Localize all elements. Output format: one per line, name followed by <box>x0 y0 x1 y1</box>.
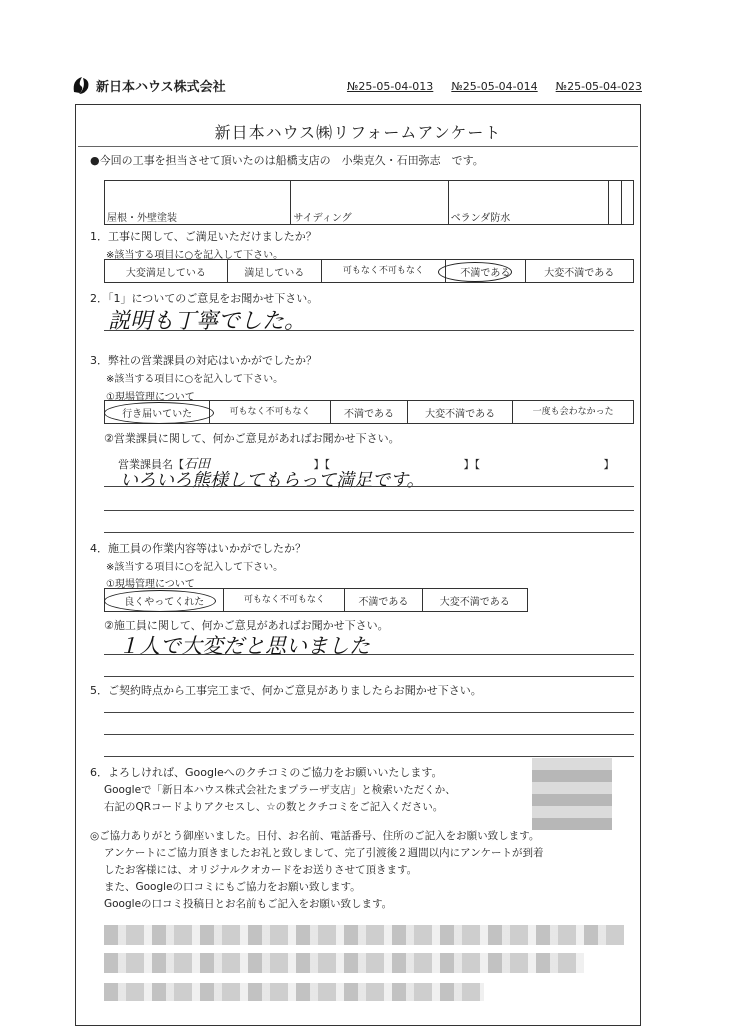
answer-line <box>104 510 634 511</box>
q4-option[interactable]: 不満である <box>345 589 422 612</box>
q3-option[interactable]: 一度も会わなかった <box>513 401 634 424</box>
q3-selection-circle <box>104 402 214 424</box>
qr-code-blurred <box>532 758 612 830</box>
q6-line2: 右記のQRコードよりアクセスし、☆の数とクチコミをご記入ください。 <box>104 801 444 813</box>
q3-option[interactable]: 可もなく不可もなく <box>210 401 331 424</box>
q3-option[interactable]: 大変不満である <box>408 401 513 424</box>
q3-answer: いろいろ熊様してもらって満足です。 <box>120 470 425 491</box>
answer-line <box>104 532 634 533</box>
q2-question: 2．「1」についてのご意見をお聞かせ下さい。 <box>90 292 319 305</box>
q4-selection-circle <box>104 590 216 612</box>
doc-number: №25-05-04-013 <box>346 80 434 93</box>
redacted-info <box>104 983 484 1001</box>
answer-line <box>104 734 634 735</box>
answer-line <box>104 712 634 713</box>
redacted-info <box>104 925 624 945</box>
answer-line <box>104 486 634 487</box>
q1-option[interactable]: 大変満足している <box>105 260 228 283</box>
footer-line: また、Googleの口コミにもご協力をお願い致します。 <box>104 881 361 893</box>
q4-note: ※該当する項目に○を記入して下さい。 <box>106 562 284 573</box>
answer-line <box>104 330 634 331</box>
footer-line: したお客様には、オリジナルクオカードをお送りさせて頂きます。 <box>104 864 418 876</box>
q4-option[interactable]: 可もなく不可もなく <box>224 589 345 612</box>
q5-question: 5．ご契約時点から工事完工まで、何かご意見がありましたらお聞かせ下さい。 <box>90 684 482 697</box>
footer-line: ◎ご協力ありがとう御座いました。日付、お名前、電話番号、住所のご記入をお願い致します。 <box>90 830 540 842</box>
q3-sub1: ①現場管理について <box>106 392 195 403</box>
q6-question: 6．よろしければ、Googleへのクチコミのご協力をお願いいたします。 <box>90 766 443 779</box>
work-item-cell <box>609 181 621 225</box>
company-logo-icon <box>70 74 92 96</box>
work-items-table <box>104 180 634 225</box>
doc-number: №25-05-04-023 <box>555 80 642 93</box>
q1-options <box>104 259 634 283</box>
q1-option[interactable]: 大変不満である <box>525 260 633 283</box>
q1-option[interactable]: 満足している <box>227 260 321 283</box>
q3-option-selected[interactable]: 行き届いていた <box>105 401 210 424</box>
q4-sub2: ②施工員に関して、何かご意見があればお聞かせ下さい。 <box>104 619 389 632</box>
company-logo <box>70 74 226 96</box>
footer-line: アンケートにご協力頂きましたお礼と致しまして、完了引渡後２週間以内にアンケートが到着 <box>104 847 544 859</box>
q1-question: 1．工事に関して、ご満足いただけましたか？ <box>90 230 317 243</box>
answer-line <box>104 654 634 655</box>
q6-line1: Googleで「新日本ハウス株式会社たまプラーザ支店」と検索いただくか、 <box>104 784 456 796</box>
work-item-cell: サイディング <box>291 181 448 225</box>
q4-option-selected[interactable]: 良くやってくれた <box>105 589 224 612</box>
q1-note: ※該当する項目に○を記入して下さい。 <box>106 250 284 261</box>
staff-bracket: 】【 <box>313 458 331 471</box>
redacted-info <box>104 953 584 973</box>
q3-sub2: ②営業課員に関して、何かご意見があればお聞かせ下さい。 <box>104 432 400 445</box>
staff-name: 石田 <box>184 457 211 472</box>
document-numbers <box>347 80 642 93</box>
q1-option-selected[interactable]: 不満である <box>446 260 525 283</box>
q1-option[interactable]: 可もなく不可もなく <box>321 260 445 283</box>
q4-answer: １人で大変だと思いました <box>118 634 370 658</box>
q2-answer: 説明も丁寧でした。 <box>108 309 307 334</box>
staff-bracket: 】 <box>603 458 615 471</box>
q1-selection-circle <box>438 262 512 282</box>
title-underline <box>78 146 638 147</box>
work-item-cell: 屋根・外壁塗装 <box>105 181 291 225</box>
q4-option[interactable]: 大変不満である <box>422 589 527 612</box>
work-item-cell <box>621 181 633 225</box>
q3-note: ※該当する項目に○を記入して下さい。 <box>106 374 284 385</box>
footer-line: Googleの口コミ投稿日とお名前もご記入をお願い致します。 <box>104 898 393 910</box>
intro-text: ●今回の工事を担当させて頂いたのは船橋支店の 小柴克久・石田弥志 です。 <box>90 154 484 167</box>
q4-sub1: ①現場管理について <box>106 579 195 590</box>
work-item-cell: ベランダ防水 <box>448 181 609 225</box>
q3-question: 3．弊社の営業課員の対応はいかがでしたか？ <box>90 354 317 367</box>
answer-line <box>104 756 634 757</box>
company-name: 新日本ハウス株式会社 <box>96 79 226 95</box>
staff-label: 営業課員名【 <box>118 458 184 471</box>
survey-title: 新日本ハウス㈱リフォームアンケート <box>214 123 502 142</box>
staff-bracket: 】【 <box>463 458 481 471</box>
answer-line <box>104 676 634 677</box>
q4-question: 4．施工員の作業内容等はいかがでしたか？ <box>90 542 306 555</box>
doc-number: №25-05-04-014 <box>451 80 538 93</box>
q3-option[interactable]: 不満である <box>330 401 407 424</box>
